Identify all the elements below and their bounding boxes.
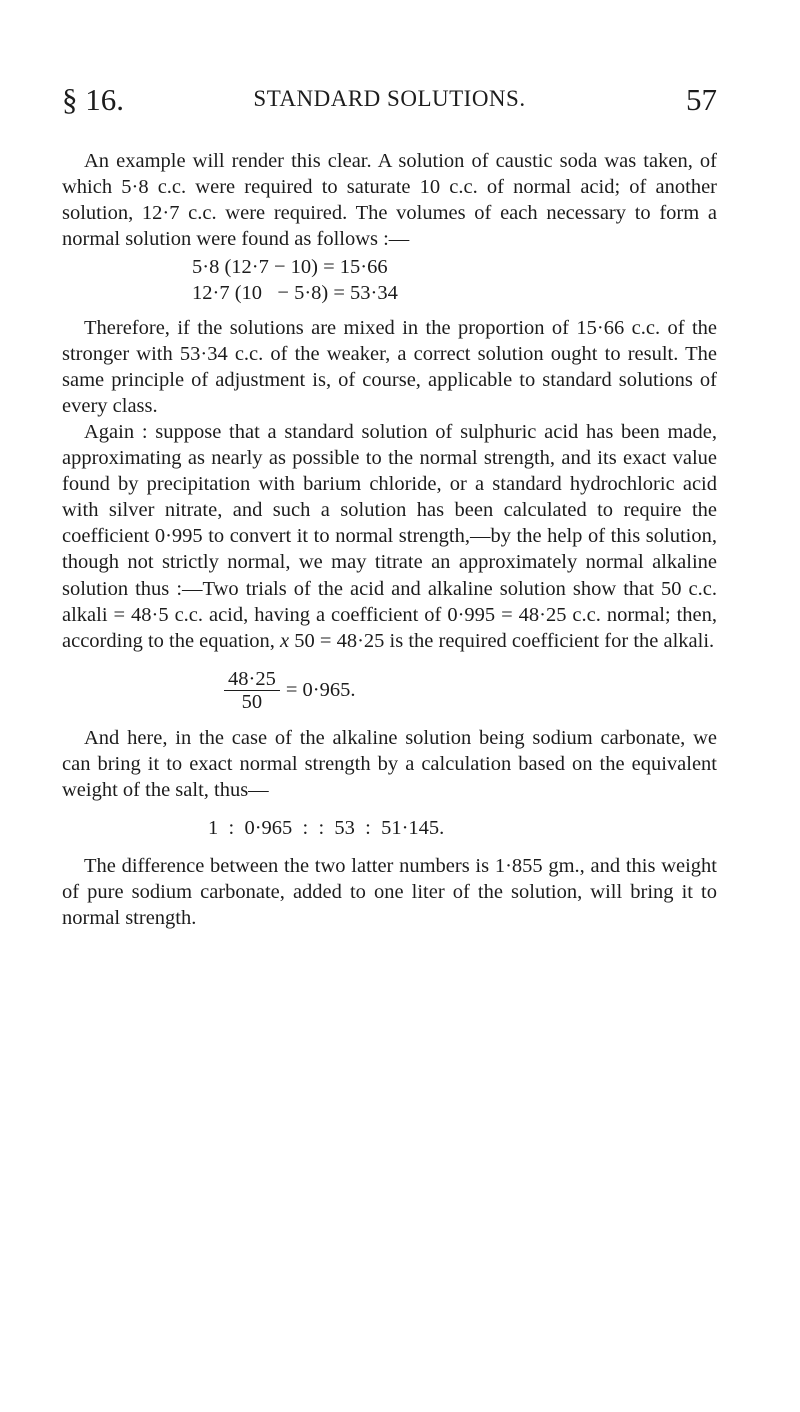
fraction-result: = 0·965. [285, 679, 356, 702]
equation-block [62, 254, 717, 306]
equation: 5·8 (12·7 − 10) = 15·66 [192, 256, 388, 279]
fraction-denominator: 50 [241, 690, 263, 713]
section-number: § 16. [62, 82, 124, 117]
paragraph: Therefore, if the solutions are mixed in the proportion of 15·66 c.c. of the stronger with 53·34 c.c. of the weaker, a correct solution ought to result. The same principle of adjustment is, of course, applicable to standard solutions of every class. [62, 316, 717, 417]
page-body [62, 148, 717, 931]
paragraph-text: 50 = 48·25 is the required coefficient for the alkali. [289, 629, 715, 652]
ratio-equation: 1 : 0·965 : : 53 : 51·145. [208, 817, 445, 840]
paragraph-text: Again : suppose that a standard solution of sulphuric acid has been made, approximating as nearly as possible to the normal strength, and its exact value found by precipitation with barium chloride, or a standard hydrochloric acid with silver nitrate, and such a solution has been calculated to require the coefficient 0·995 to convert it to normal strength,—by the help of this solution, though not strictly normal, we may titrate an approximately normal alkaline solution thus :—Two trials of the acid and alkaline solution show that 50 c.c. alkali = 48·5 c.c. acid, having a coefficient of 0·995 = 48·25 c.c. normal; then, according to the equation, [62, 420, 717, 652]
paragraph [62, 419, 717, 654]
paragraph: And here, in the case of the alkaline solution being sodium carbonate, we can bring it to exact normal strength by a calculation based on the equivalent weight of the salt, thus— [62, 726, 717, 801]
paragraph: The difference between the two latter numbers is 1·855 gm., and this weight of pure sodium carbonate, added to one liter of the solution, will bring it to normal strength. [62, 855, 717, 930]
page-number: 57 [686, 82, 717, 117]
fraction-equation [62, 668, 717, 713]
page-header [62, 82, 717, 122]
running-title: STANDARD SOLUTIONS. [253, 86, 526, 111]
paragraph: An example will render this clear. A solution of caustic soda was taken, of which 5·8 c.c. were required to saturate 10 c.c. of normal acid; of another solution, 12·7 c.c. were required. The volumes of each necessary to form a normal solution were found as follows :— [62, 150, 717, 251]
fraction [224, 668, 280, 713]
equation: 12·7 (10 − 5·8) = 53·34 [192, 282, 398, 305]
fraction-numerator: 48·25 [224, 668, 280, 691]
variable-x: x [280, 629, 290, 652]
